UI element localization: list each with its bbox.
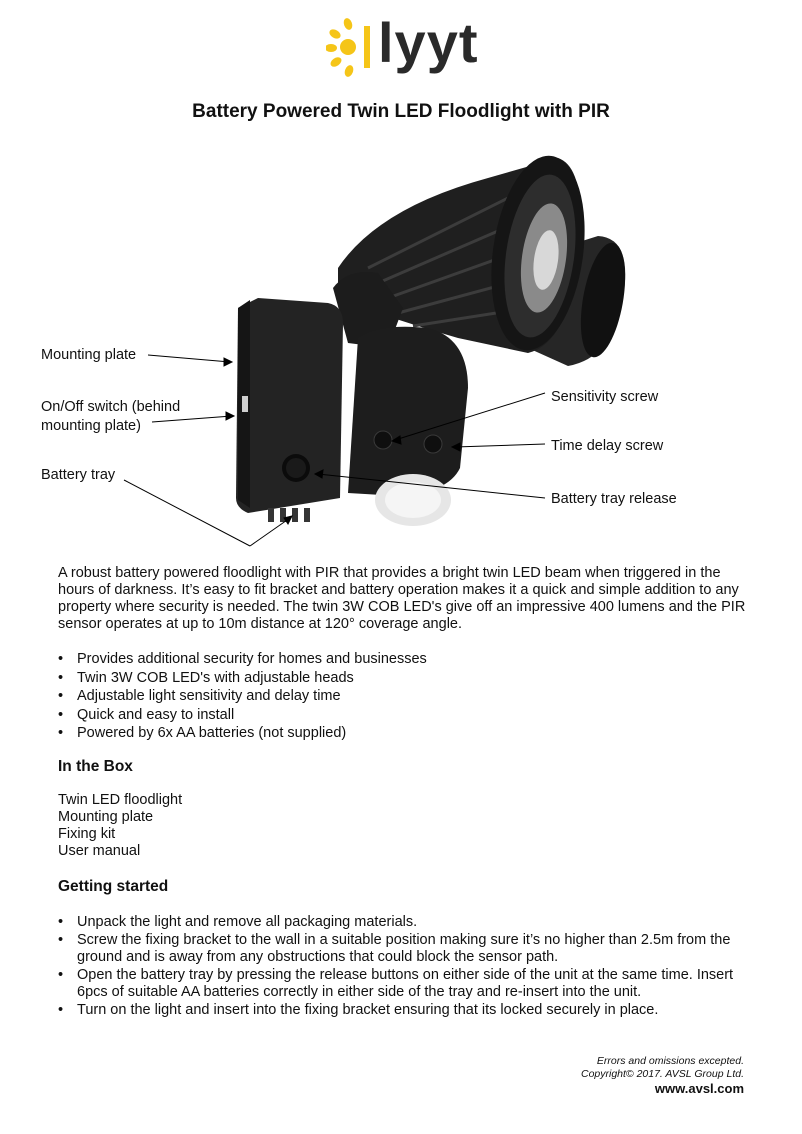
callout-onoff-switch (41, 398, 180, 436)
getting-started-heading: Getting started (58, 878, 169, 895)
callout-mounting-plate: Mounting plate (41, 347, 137, 363)
footer-notes (581, 1055, 744, 1081)
list-item: Fixing kit (58, 826, 116, 842)
list-item: • Unpack the light and remove all packaging materials. (77, 914, 752, 932)
list-item: • Twin 3W COB LED's with adjustable heads (77, 669, 758, 688)
callout-onoff-line2: mounting plate) (41, 418, 141, 434)
callout-time-delay-screw: Time delay screw (551, 438, 664, 454)
callout-sensitivity-screw: Sensitivity screw (551, 389, 659, 405)
list-item: • Screw the fixing bracket to the wall in a suitable position making sure it’s no higher than 2.5m from the ground and is away from any obstructions that could block the sensor path. (77, 932, 752, 967)
list-item: • Provides additional security for homes and businesses (77, 650, 758, 669)
callout-battery-tray: Battery tray (41, 467, 116, 483)
features-list (58, 650, 758, 743)
getting-started-list (58, 914, 752, 1019)
list-item: Twin LED floodlight (58, 792, 183, 808)
copyright-note: Copyright© 2017. AVSL Group Ltd. (580, 1068, 744, 1080)
list-item: • Turn on the light and insert into the fixing bracket ensuring that its locked securely in place. (77, 1002, 752, 1020)
errors-note: Errors and omissions excepted. (596, 1055, 744, 1067)
list-item: • Open the battery tray by pressing the release buttons on either side of the unit at the same time. Insert 6pcs of suitable AA batteries correctly in either side of the tray and re-insert into the unit. (77, 967, 752, 1002)
list-item: • Powered by 6x AA batteries (not supplied) (77, 724, 758, 743)
product-description: A robust battery powered floodlight with PIR that provides a bright twin LED beam when triggered in the hours of darkness. It’s easy to fit bracket and battery operation makes it a quick and simple addition to any property where security is needed. The twin 3W COB LED's give off an impressive 400 lumens and the PIR sensor operates at up to 10m distance at 120° coverage angle. (58, 565, 746, 632)
list-item: User manual (58, 843, 141, 859)
brand-wordmark: lyyt (378, 11, 479, 74)
list-item: • Quick and easy to install (77, 706, 758, 725)
website-link[interactable]: www.avsl.com (654, 1081, 744, 1096)
list-item: Mounting plate (58, 809, 154, 825)
callout-battery-tray-release: Battery tray release (551, 491, 677, 507)
callout-onoff-line1: On/Off switch (behind (41, 399, 181, 415)
in-box-list (58, 792, 182, 860)
page-title: Battery Powered Twin LED Floodlight with PIR (192, 101, 610, 122)
list-item: • Adjustable light sensitivity and delay time (77, 687, 758, 706)
callout-lines (0, 0, 802, 560)
in-box-heading: In the Box (58, 758, 133, 775)
